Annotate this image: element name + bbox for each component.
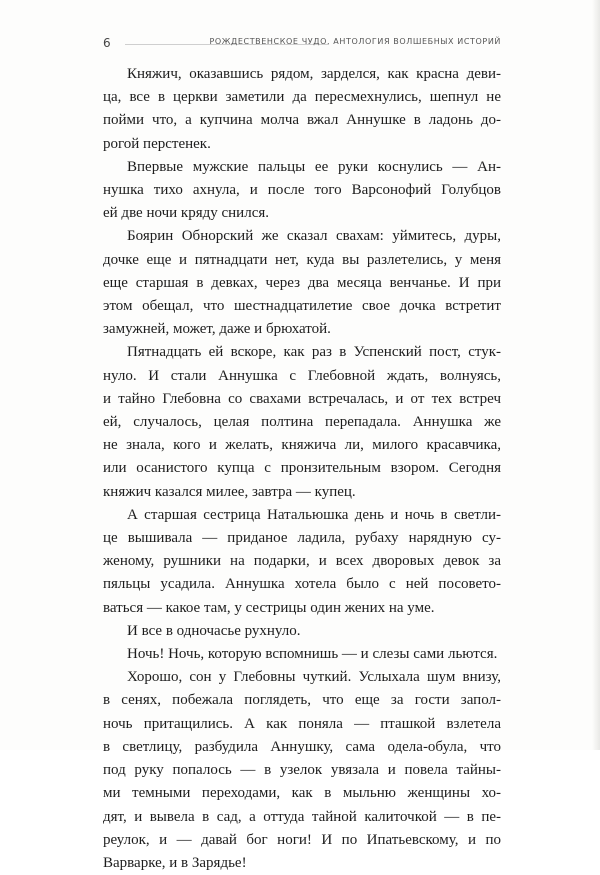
text-line: не знала, кого и желать, княжича ли, милого красавчика, — [103, 437, 501, 454]
text-line: реулок, и — давай бог ноги! И по Ипатьевскому, и по — [103, 831, 501, 848]
paragraph — [103, 225, 501, 341]
text-line: Боярин Обнорский же сказал свахам: уймитесь, дуры, — [127, 228, 501, 245]
text-line: княжич казался милее, завтра — купец. — [103, 483, 356, 500]
text-line: в сенях, побежала поглядеть, что еще за гости запол- — [103, 692, 501, 709]
running-head — [103, 36, 501, 52]
paragraph — [103, 504, 501, 620]
text-line: под руку попалось — в узелок увязала и повела тайны- — [103, 762, 501, 779]
text-line: нуло. И стали Аннушка с Глебовной ждать, волнуясь, — [103, 367, 501, 384]
text-line: ми темными переходами, как в мыльню женщины хо- — [103, 785, 501, 802]
paragraph — [103, 620, 501, 643]
text-line: Хорошо, сон у Глебовны чуткий. Услыхала шум внизу, — [127, 669, 501, 686]
text-line: в светлицу, разбудила Аннушку, сама одела-обула, что — [103, 738, 501, 755]
text-line: ей две ночи кряду снился. — [103, 205, 270, 222]
text-line: Пятнадцать ей вскоре, как раз в Успенский пост, стук- — [127, 344, 501, 361]
page-number: 6 — [103, 36, 112, 50]
text-line: рогой перстенек. — [103, 135, 211, 152]
body-text — [103, 63, 501, 875]
text-line: Ночь! Ночь, которую вспомнишь — и слезы сами льются. — [127, 646, 498, 663]
text-line: Княжич, оказавшись рядом, зарделся, как красна деви- — [127, 66, 501, 82]
text-line: или осанистого купца с пронзительным взором. Сегодня — [103, 460, 501, 477]
text-line: А старшая сестрица Натальюшка день и ночь в светли- — [127, 506, 501, 523]
text-line: Впервые мужские пальцы ее руки коснулись — Ан- — [127, 158, 501, 175]
text-line: замужней, может, даже и брюхатой. — [103, 321, 331, 338]
paragraph — [103, 156, 501, 226]
text-line: пяльцы усадила. Аннушка хотела было с ней посовето- — [103, 576, 501, 593]
text-line: и тайно Глебовна со свахами встречалась, и от тех встреч — [103, 390, 501, 407]
text-line: женому, рушники на подарки, и всех дворовых девок за — [103, 553, 501, 570]
text-line: дят, и вывела в сад, а оттуда тайной калиточкой — в пе- — [103, 808, 501, 825]
text-line: Варварке, и в Зарядье! — [103, 854, 247, 871]
text-line: нушка тихо ахнула, и после того Варсонофий Голубцов — [103, 182, 501, 199]
text-line: еще старшая в девках, через два месяца венчанье. И при — [103, 274, 501, 291]
text-line: этом обещал, что шестнадцатилетие свое дочка встретит — [103, 298, 501, 315]
paragraph — [103, 666, 501, 875]
text-line: ца, все в церкви заметили да пересмехнулись, шепнул не — [103, 89, 501, 106]
text-line: И все в одночасье рухнуло. — [127, 622, 301, 639]
paragraph — [103, 63, 501, 156]
paragraph — [103, 341, 501, 503]
text-line: це вышивала — приданое ладила, рубаху нарядную су- — [103, 530, 501, 547]
page-edge-shadow — [592, 0, 600, 750]
text-line: ей, случалось, целая полтина перепадала. Аннушка же — [103, 414, 501, 431]
text-line: пойми что, а купчина молча вжал Аннушке в ладонь до- — [103, 112, 501, 129]
text-line: ночь притащились. А как поняла — пташкой взлетела — [103, 715, 501, 732]
text-line: дочке еще и пятнадцати нет, куда вы разлетелись, у меня — [103, 251, 501, 268]
paragraph — [103, 643, 501, 666]
text-line: ваться — какое там, у сестрицы один жених на уме. — [103, 599, 435, 616]
series-title: РОЖДЕСТВЕНСКОЕ ЧУДО. АНТОЛОГИЯ ВОЛШЕБНЫХ ИСТОРИЙ — [209, 37, 501, 46]
